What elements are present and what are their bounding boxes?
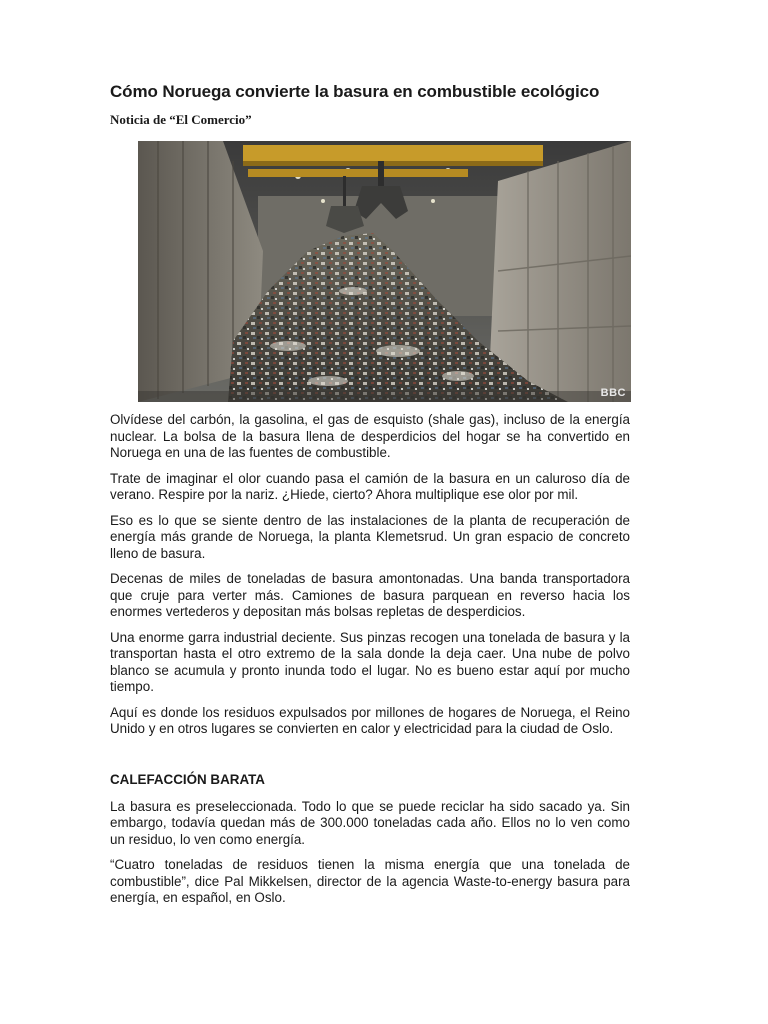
paragraph-5: Una enorme garra industrial deciente. Sus pinzas recogen una tonelada de basura y la transportan hasta el otro extremo de la sala donde la deja caer. Una nube de polvo blanco se acumula y pronto inunda todo el lugar. No es bueno estar aquí por mucho tiempo. [110, 629, 630, 694]
article-source: Noticia de “El Comercio” [110, 112, 252, 127]
waste-plant-photo [138, 141, 631, 402]
paragraph-4: Decenas de miles de toneladas de basura amontonadas. Una banda transportadora que cruje para verter más. Camiones de basura parquean en reverso hacia los enormes vertederos y depositan más bolsas repletas de desperdicios. [110, 571, 630, 619]
paragraph-2: Trate de imaginar el olor cuando pasa el camión de la basura en un caluroso día de verano. Respire por la nariz. ¿Hiede, cierto? Ahora multiplique ese olor por mil. [110, 470, 630, 502]
article-title: Cómo Noruega convierte la basura en combustible ecológico [110, 82, 600, 101]
section-heading: CALEFACCIÓN BARATA [110, 771, 265, 787]
document-page [110, 82, 630, 916]
section-paragraph-1: La basura es preseleccionada. Todo lo que se puede reciclar ha sido sacado ya. Sin embargo, todavía quedan más de 300.000 toneladas cada año. Ellos no lo ven como un residuo, lo ven como energía. [110, 798, 630, 847]
bbc-watermark: BBC [600, 387, 626, 399]
paragraph-1: Olvídese del carbón, la gasolina, el gas de esquisto (shale gas), incluso de la energía nuclear. La bolsa de la basura llena de desperdicios del hogar se ha convertido en Noruega en una de las fuentes de combustible. [110, 412, 630, 460]
paragraph-3: Eso es lo que se siente dentro de las instalaciones de la planta de recuperación de energía más grande de Noruega, la planta Klemetsrud. Un gran espacio de concreto lleno de basura. [110, 512, 630, 561]
section-paragraph-2: “Cuatro toneladas de residuos tienen la misma energía que una tonelada de combustible”, dice Pal Mikkelsen, director de la agencia Waste-to-energy basura para energía, en español, en Oslo. [110, 857, 630, 905]
paragraph-6: Aquí es donde los residuos expulsados por millones de hogares de Noruega, el Reino Unido y en otros lugares se convierten en calor y electricidad para la ciudad de Oslo. [110, 704, 630, 736]
waste-plant-illustration [138, 141, 631, 402]
